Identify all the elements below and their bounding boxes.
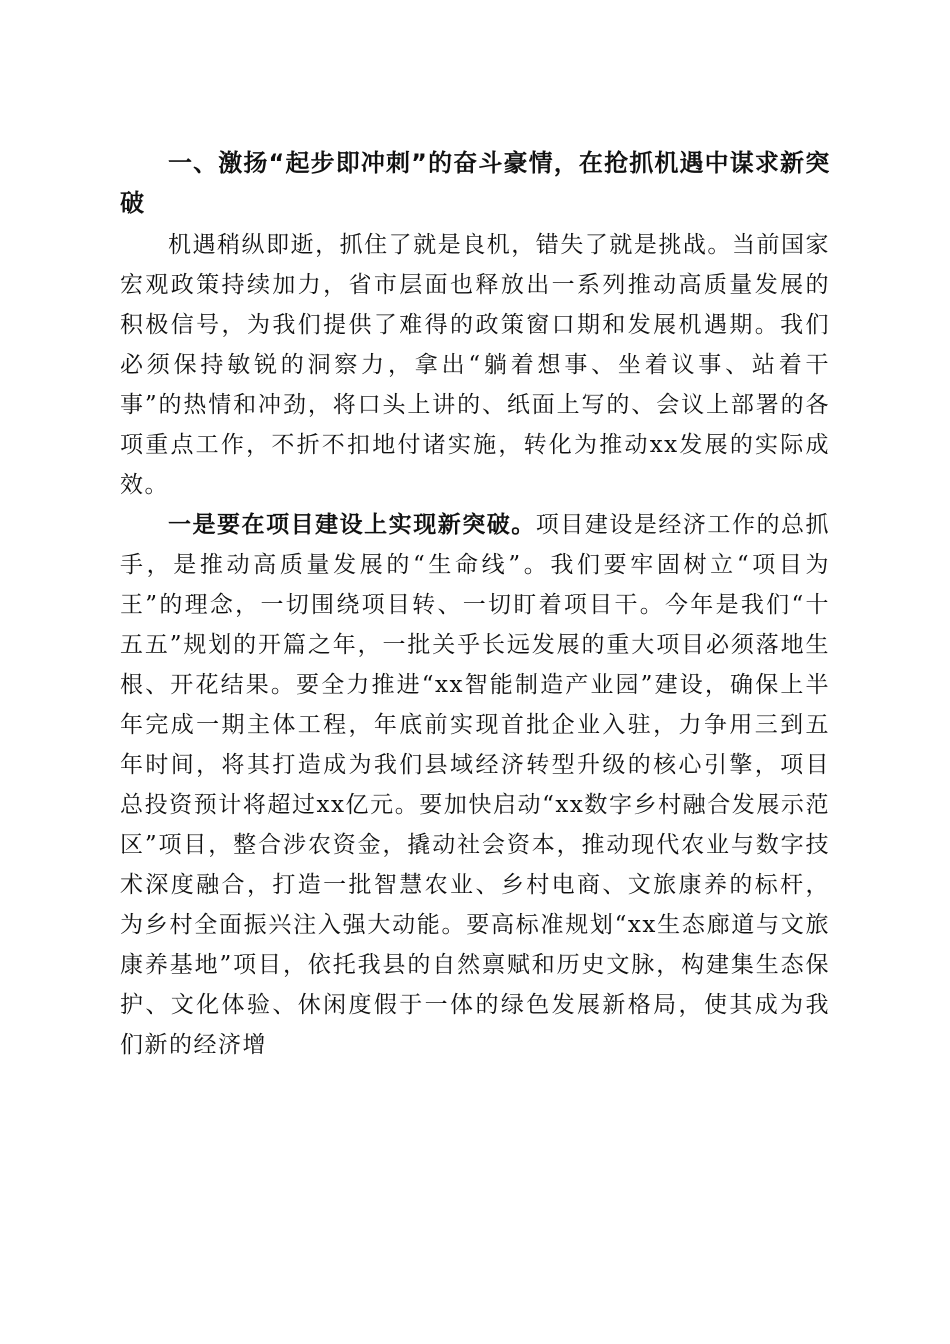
paragraph-opportunity (120, 225, 830, 505)
paragraph-lead: 一是要在项目建设上实现新突破。 (168, 511, 536, 538)
paragraph-project-construction (120, 505, 830, 1065)
section-heading: 一、激扬“起步即冲刺”的奋斗豪情，在抢抓机遇中谋求新突破 (120, 149, 830, 217)
paragraph-body: 机遇稍纵即逝，抓住了就是良机，错失了就是挑战。当前国家宏观政策持续加力，省市层面也释放出一系列推动高质量发展的积极信号，为我们提供了难得的政策窗口期和发展机遇期。我们必须保持敏锐的洞察力，拿出“躺着想事、坐着议事、站着干事”的热情和冲劲，将口头上讲的、纸面上写的、会议上部署的各项重点工作，不折不扣地付诸实施，转化为推动xx发展的实际成效。 (120, 232, 830, 498)
paragraph-body: 项目建设是经济工作的总抓手，是推动高质量发展的“生命线”。我们要牢固树立“项目为王”的理念，一切围绕项目转、一切盯着项目干。今年是我们“十五五”规划的开篇之年，一批关乎长远发展的重大项目必须落地生根、开花结果。要全力推进“xx智能制造产业园”建设，确保上半年完成一期主体工程，年底前实现首批企业入驻，力争用三到五年时间，将其打造成为我们县域经济转型升级的核心引擎，项目总投资预计将超过xx亿元。要加快启动“xx数字乡村融合发展示范区”项目，整合涉农资金，撬动社会资本，推动现代农业与数字技术深度融合，打造一批智慧农业、乡村电商、文旅康养的标杆，为乡村全面振兴注入强大动能。要高标准规划“xx生态廊道与文旅康养基地”项目，依托我县的自然禀赋和历史文脉，构建集生态保护、文化体验、休闲度假于一体的绿色发展新格局，使其成为我们新的经济增 (120, 512, 831, 1058)
document-body (120, 143, 830, 1065)
